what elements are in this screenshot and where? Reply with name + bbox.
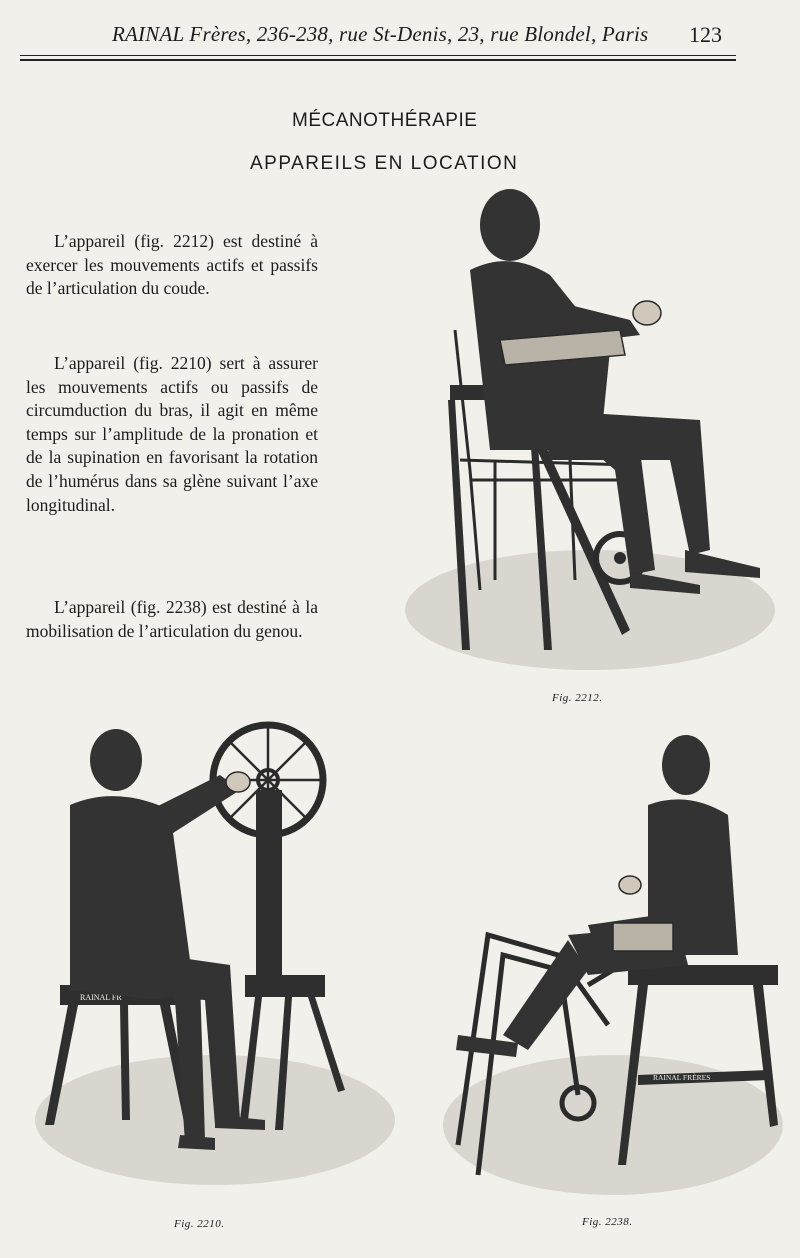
figure-caption: Fig. 2238. <box>582 1216 633 1228</box>
header-rule <box>20 55 736 56</box>
section-subtitle: APPAREILS EN LOCATION <box>250 153 519 174</box>
hand-icon <box>226 772 250 792</box>
hand-icon <box>619 876 641 894</box>
figure-caption: Fig. 2210. <box>174 1218 225 1230</box>
figure-2210-engraving <box>30 700 400 1200</box>
paragraph-text: L’appareil (fig. 2210) sert à assurer les mouvements actifs ou passifs de circumduction du bras, il agit en même temps sur l’amplitude de la pronation et de la supination en favorisant la rotation de l’humérus dans sa glène suivant l’axe longitudinal. <box>26 353 318 515</box>
figure-2238-engraving <box>438 725 788 1205</box>
section-title: MÉCANOTHÉRAPIE <box>292 110 478 131</box>
page-number: 123 <box>689 22 722 47</box>
stool-label: RAINAL FR <box>80 993 122 1002</box>
paragraph-fig-2210 <box>26 352 318 517</box>
hand-icon <box>633 301 661 325</box>
paragraph-text: L’appareil (fig. 2212) est destiné à exercer les mouvements actifs et passifs de l’articulation du coude. <box>26 231 318 299</box>
header-rule-thick <box>20 59 736 61</box>
figure-caption: Fig. 2212. <box>552 692 603 704</box>
paragraph-fig-2238 <box>26 596 318 643</box>
knee-cuff-icon <box>613 923 673 951</box>
running-header <box>20 22 736 52</box>
running-title: RAINAL Frères, 236-238, rue St-Denis, 23, rue Blondel, Paris <box>112 22 649 46</box>
paragraph-fig-2212 <box>26 230 318 301</box>
stool-label: RAINAL FRÈRES <box>653 1073 711 1082</box>
paragraph-text: L’appareil (fig. 2238) est destiné à la mobilisation de l’articulation du genou. <box>26 597 318 641</box>
figure-2212-engraving <box>400 180 780 680</box>
